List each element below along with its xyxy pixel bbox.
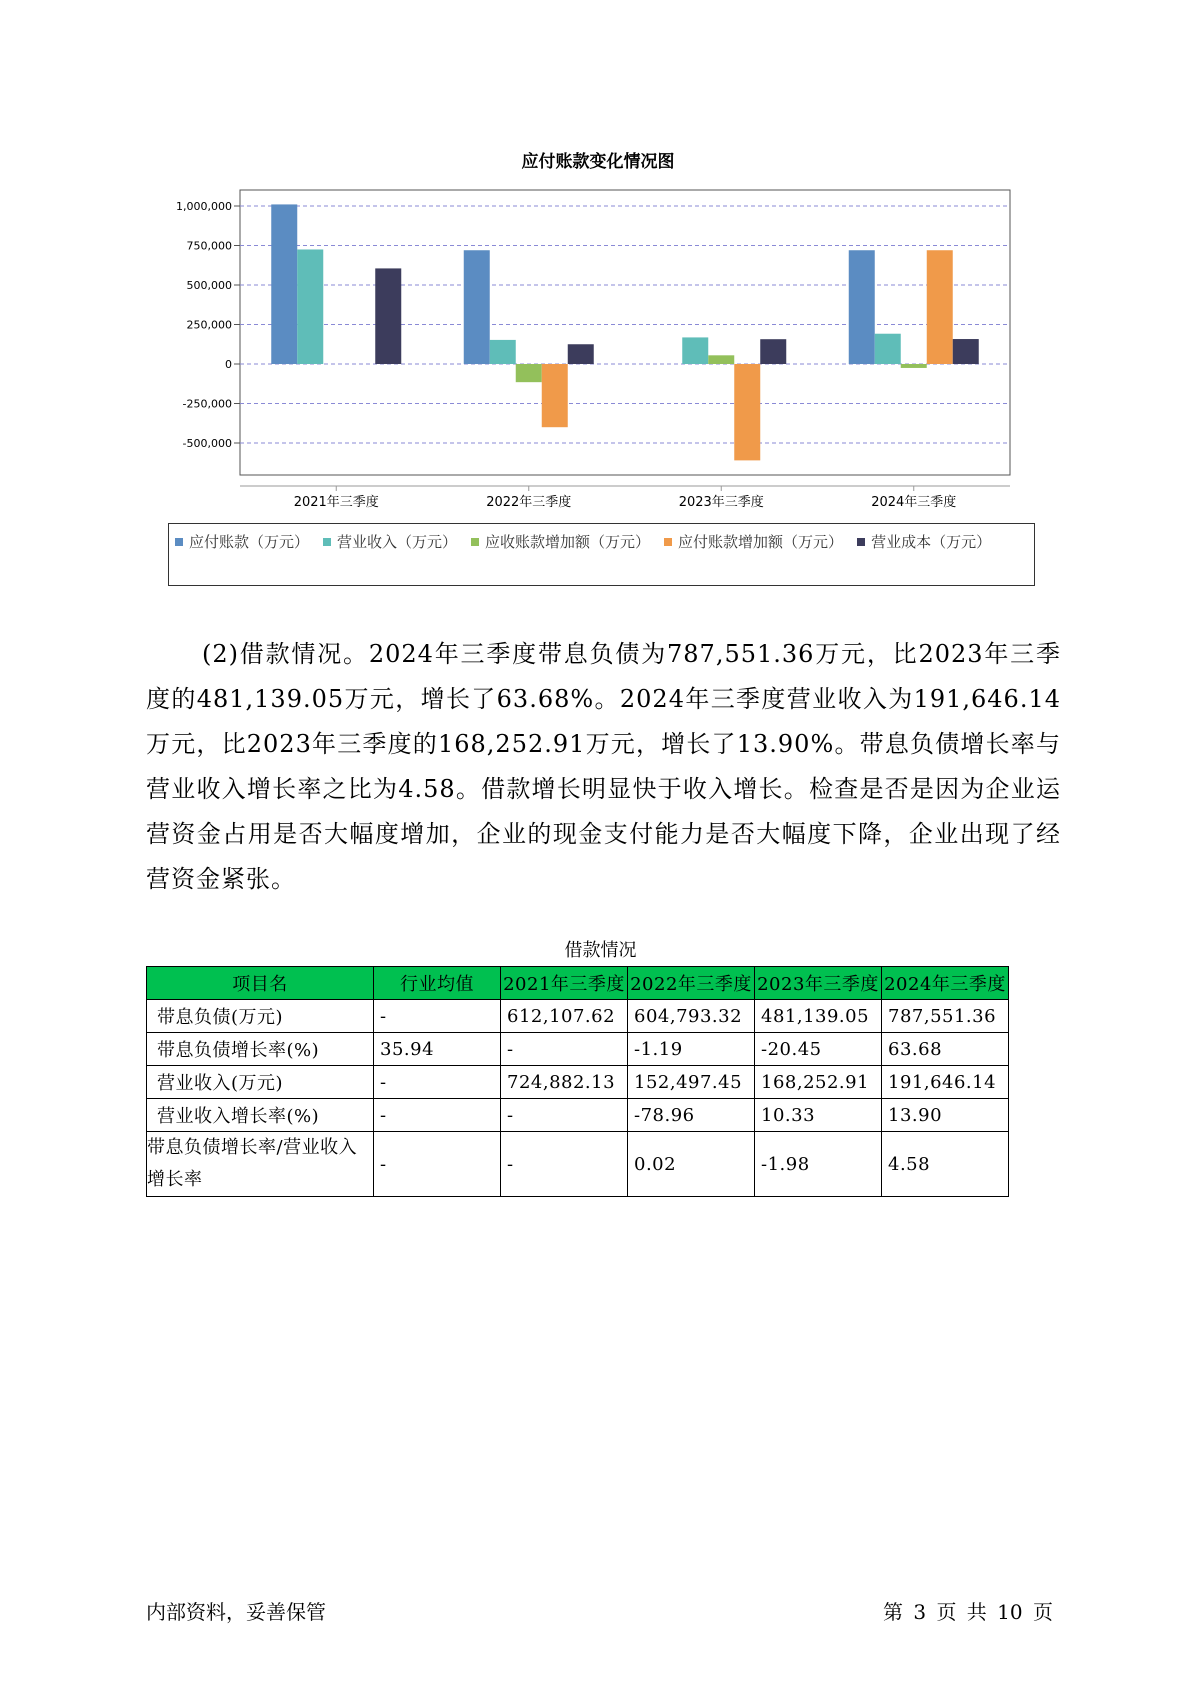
footer-confidential: 内部资料，妥善保管 <box>146 1600 326 1624</box>
table-cell: - <box>374 1132 501 1197</box>
table-cell: 0.02 <box>628 1132 755 1197</box>
header-cell: 2021年三季度 <box>501 967 628 1000</box>
bar <box>760 339 786 364</box>
chart-title: 应付账款变化情况图 <box>521 152 675 172</box>
bar-chart <box>0 0 1191 600</box>
table-row <box>147 1000 1009 1033</box>
table-cell: - <box>501 1099 628 1132</box>
legend-label: 营业成本（万元） <box>871 533 992 551</box>
table-cell: 4.58 <box>882 1132 1009 1197</box>
grid-lines <box>240 206 1010 443</box>
table-cell: - <box>374 1000 501 1033</box>
table-cell: -1.19 <box>628 1033 755 1066</box>
paragraph-text: (2)借款情况。2024年三季度带息负债为787,551.36万元，比2023年三季度的481,139.05万元，增长了63.68%。2024年三季度营业收入为191,646.14万元，比2023年三季度的168,252.91万元，增长了13.90%。带息负债增长率与营业收入增长率之比为4.58。借款增长明显快于收入增长。检查是否是因为企业运营资金占用是否大幅度增加，企业的现金支付能力是否大幅度下降，企业出现了经营资金紧张。 <box>146 640 1061 893</box>
table-cell: - <box>374 1099 501 1132</box>
y-axis-ticks <box>176 200 240 450</box>
legend-swatch <box>175 538 183 546</box>
table-cell: 787,551.36 <box>882 1000 1009 1033</box>
y-tick-label: -250,000 <box>182 397 232 411</box>
table-cell: 168,252.91 <box>755 1066 882 1099</box>
bar <box>708 355 734 364</box>
bar <box>901 364 927 368</box>
table-row <box>147 1033 1009 1066</box>
x-category-label: 2024年三季度 <box>871 495 957 510</box>
footer-page-number: 第 3 页 共 10 页 <box>883 1600 1053 1624</box>
table-cell: 152,497.45 <box>628 1066 755 1099</box>
legend-swatch <box>471 538 479 546</box>
y-tick-label: -500,000 <box>182 437 232 450</box>
row-label: 带息负债增长率/营业收入增长率 <box>147 1132 374 1197</box>
table-cell: 612,107.62 <box>501 1000 628 1033</box>
table-cell: 10.33 <box>755 1099 882 1132</box>
table-cell: - <box>501 1033 628 1066</box>
row-label: 营业收入增长率(%) <box>147 1099 374 1132</box>
x-category-label: 2021年三季度 <box>293 495 379 510</box>
legend-label: 应付账款增加额（万元） <box>678 533 844 551</box>
row-label: 带息负债(万元) <box>147 1000 374 1033</box>
bar <box>927 250 953 364</box>
bar <box>734 364 760 460</box>
legend-item <box>323 528 457 555</box>
header-cell: 2022年三季度 <box>628 967 755 1000</box>
table-cell: -78.96 <box>628 1099 755 1132</box>
bar <box>953 339 979 364</box>
legend-swatch <box>664 538 672 546</box>
y-tick-label: 1,000,000 <box>176 200 232 213</box>
table-header-row <box>147 967 1009 1000</box>
table-row <box>147 1132 1009 1197</box>
legend-label: 应付账款（万元） <box>189 533 310 551</box>
legend-item <box>857 528 991 555</box>
bar <box>464 250 490 364</box>
table-cell: 35.94 <box>374 1033 501 1066</box>
x-axis-categories <box>240 486 1010 510</box>
legend-label: 营业收入（万元） <box>337 533 458 551</box>
bar <box>875 334 901 364</box>
table-cell: 13.90 <box>882 1099 1009 1132</box>
bar <box>375 268 401 364</box>
table-row <box>147 1099 1009 1132</box>
legend-swatch <box>857 538 865 546</box>
x-category-label: 2023年三季度 <box>678 495 764 510</box>
header-cell: 行业均值 <box>374 967 501 1000</box>
plot-area <box>240 190 1010 475</box>
table-cell: - <box>501 1132 628 1197</box>
loan-table <box>146 966 1009 1197</box>
bar <box>568 344 594 364</box>
y-tick-label: 750,000 <box>186 239 232 253</box>
bar <box>542 364 568 427</box>
legend-item <box>175 528 309 555</box>
loan-paragraph <box>146 632 1061 902</box>
table-cell: -1.98 <box>755 1132 882 1197</box>
header-cell: 2024年三季度 <box>882 967 1009 1000</box>
table-cell: 604,793.32 <box>628 1000 755 1033</box>
row-label: 带息负债增长率(%) <box>147 1033 374 1066</box>
legend-swatch <box>323 538 331 546</box>
bars <box>271 204 979 460</box>
table-cell: 63.68 <box>882 1033 1009 1066</box>
table-cell: 724,882.13 <box>501 1066 628 1099</box>
table-cell: 191,646.14 <box>882 1066 1009 1099</box>
legend-item <box>664 528 843 555</box>
legend-label: 应收账款增加额（万元） <box>485 533 651 551</box>
y-tick-label: 500,000 <box>186 279 232 292</box>
bar <box>297 249 323 364</box>
table-caption: 借款情况 <box>564 940 637 961</box>
legend-item <box>471 528 650 555</box>
chart-legend <box>168 523 1035 586</box>
bar <box>490 340 516 364</box>
header-cell: 项目名 <box>147 967 374 1000</box>
header-cell: 2023年三季度 <box>755 967 882 1000</box>
table-cell: -20.45 <box>755 1033 882 1066</box>
y-tick-label: 250,000 <box>186 318 232 332</box>
row-label: 营业收入(万元) <box>147 1066 374 1099</box>
y-tick-label: 0 <box>225 358 232 371</box>
x-category-label: 2022年三季度 <box>486 495 572 510</box>
bar <box>516 364 542 382</box>
table-row <box>147 1066 1009 1099</box>
table-cell: - <box>374 1066 501 1099</box>
bar <box>849 250 875 364</box>
bar <box>682 337 708 364</box>
table-cell: 481,139.05 <box>755 1000 882 1033</box>
bar <box>271 204 297 364</box>
